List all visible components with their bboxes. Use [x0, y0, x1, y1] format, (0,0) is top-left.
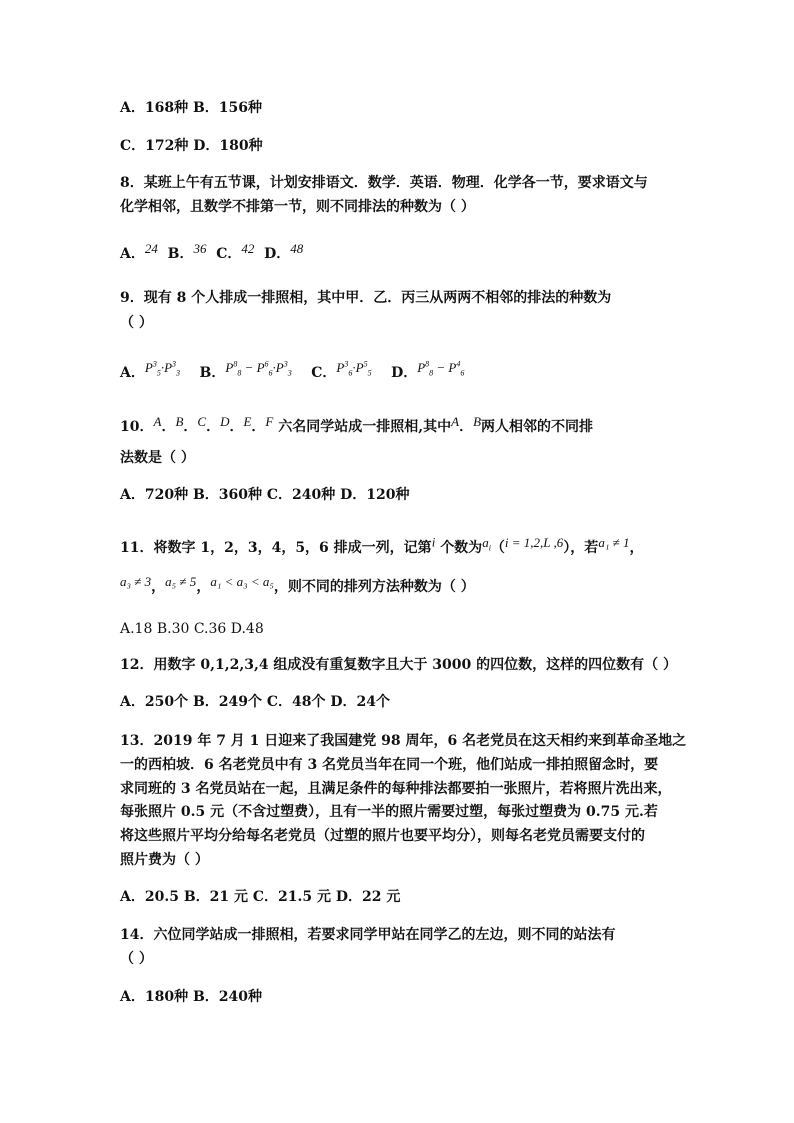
q8-option-b-label: B．	[167, 246, 194, 262]
q8-options	[120, 241, 304, 263]
q10-separator: ．	[459, 419, 474, 435]
q8-option-b-value: 36	[193, 241, 207, 256]
q11-cond2: a₃ ≠ 3	[120, 574, 152, 589]
q13-line1: 13．2019 年 7 月 1 日迎来了我国建党 98 周年，6 名老党员在这天相约来到革命圣地之	[120, 733, 687, 749]
q10-pair-b: B	[473, 414, 482, 429]
q13-line4: 每张照片 0.5 元（不含过塑费），且有一半的照片需要过塑，每张过塑费为 0.75 元.若	[120, 804, 658, 820]
q11-stem-line2	[120, 574, 475, 596]
q7-options-row2: C．172种 D．180种	[120, 138, 263, 154]
q10-separator: ．	[206, 419, 221, 435]
q10-person-f: F	[265, 414, 274, 429]
q11-cond1: a₁ ≠ 1	[598, 535, 630, 550]
q10-separator: ．	[161, 419, 176, 435]
q8-option-a-label: A．	[120, 246, 145, 262]
q8-stem-line1: 8．某班上午有五节课，计划安排语文．数学．英语．物理．化学各一节，要求语文与	[120, 175, 648, 191]
q10-mid-text: 六名同学站成一排照相,其中	[278, 419, 452, 435]
q10-separator: ．	[183, 419, 198, 435]
q10-stem-line1	[120, 414, 594, 436]
q11-text1: 11．将数字 1，2，3，4，5，6 排成一列，记第	[120, 540, 432, 556]
q10-person-d: D	[220, 414, 230, 429]
q10-options: A．720种 B．360种 C．240种 D．120种	[120, 487, 410, 503]
q10-person-e: E	[243, 414, 252, 429]
q11-comma: ，	[196, 579, 211, 595]
q9-option-b-formula: $P^8_8 - P^6_6\cdot P^3_3$	[225, 359, 292, 378]
q11-range: i = 1,2,L ,6	[504, 535, 564, 550]
q13-line6: 照片费为（ ）	[120, 852, 209, 868]
q11-text3: ），若	[563, 540, 599, 556]
q8-option-a-value: 24	[144, 241, 158, 256]
q9-options	[120, 359, 465, 382]
q13-line3: 求同班的 3 名党员站在一起，且满足条件的每种排法都要拍一张照片，若将照片洗出来，	[120, 781, 672, 797]
q11-options: A.18 B.30 C.36 D.48	[120, 621, 264, 637]
q11-cond3: a₅ ≠ 5	[165, 574, 197, 589]
q11-paren: （	[490, 540, 505, 556]
q8-stem-line2: 化学相邻，且数学不排第一节，则不同排法的种数为（ ）	[120, 199, 475, 215]
q11-text2: 个数为	[440, 540, 483, 556]
q10-end-text: 两人相邻的不同排	[481, 419, 594, 435]
q14-line2: （ ）	[120, 951, 153, 967]
q9-stem-line2: （ ）	[120, 315, 153, 331]
q9-option-c-formula: $P^3_6\cdot P^5_5$	[336, 359, 372, 378]
q10-separator: ．	[229, 419, 244, 435]
q11-i-var: i	[431, 534, 436, 550]
q10-person-a: A	[153, 414, 162, 429]
q9-option-c-label: C．	[311, 365, 337, 381]
q8-option-d-value: 48	[290, 241, 304, 256]
q11-comma: ，	[629, 540, 644, 556]
q14-options: A．180种 B．240种	[120, 989, 263, 1005]
q7-options-row1: A．168种 B．156种	[120, 100, 263, 116]
q10-number: 10．	[120, 419, 154, 435]
q13-line2: 一的西柏坡．6 名老党员中有 3 名党员当年在同一个班，他们站成一排拍照留念时，要	[120, 757, 659, 773]
q12-stem: 12．用数字 0,1,2,3,4 组成没有重复数字且大于 3000 的四位数，这样的四位数有（ ）	[120, 657, 678, 673]
q13-line5: 将这些照片平均分给每名老党员（过塑的照片也要平均分），则每名老党员需要支付的	[120, 828, 645, 844]
q8-option-c-label: C．	[216, 246, 242, 262]
q12-options: A．250个 B．249个 C．48个 D．24个	[120, 694, 391, 710]
q11-cond4: a₁ < a₃ < a₅	[210, 574, 274, 589]
q13-options: A．20.5 B．21 元 C．21.5 元 D．22 元	[120, 889, 401, 905]
q10-person-b: B	[175, 414, 184, 429]
q11-stem-line1	[120, 534, 644, 557]
q10-stem-line2: 法数是（ ）	[120, 450, 195, 466]
q9-option-b-label: B．	[199, 365, 226, 381]
q9-option-a-formula: $P^3_5\cdot P^3_3$	[144, 359, 181, 378]
q9-option-a-label: A．	[120, 365, 145, 381]
q11-ai: $a_i$	[482, 535, 491, 553]
q9-option-d-label: D．	[391, 365, 418, 381]
q8-option-d-label: D．	[264, 246, 291, 262]
q9-option-d-formula: $P^8_8 - P^4_6$	[417, 359, 465, 378]
q11-text4: ，则不同的排列方法种数为（ ）	[273, 579, 475, 595]
q8-option-c-value: 42	[241, 241, 255, 256]
q14-line1: 14．六位同学站成一排照相，若要求同学甲站在同学乙的左边，则不同的站法有	[120, 927, 616, 943]
q10-pair-a: A	[451, 414, 460, 429]
q10-separator: ．	[251, 419, 266, 435]
q10-person-c: C	[197, 414, 207, 429]
q11-comma: ，	[151, 579, 166, 595]
q9-stem-line1: 9．现有 8 个人排成一排照相，其中甲．乙．丙三从两两不相邻的排法的种数为	[120, 290, 612, 306]
